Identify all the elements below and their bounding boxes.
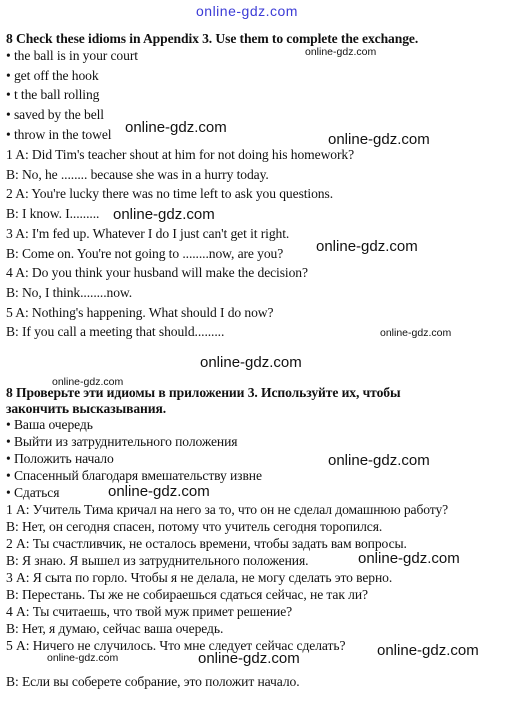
exchange-line: В: Нет, я думаю, сейчас ваша очередь. bbox=[6, 621, 224, 636]
exercise-heading-ru-cont: закончить высказывания. bbox=[6, 401, 167, 416]
exchange-line: 2 A: You're lucky there was no time left to ask you questions. bbox=[6, 186, 333, 201]
watermark: online-gdz.com bbox=[328, 452, 430, 469]
idiom-item: • Сдаться bbox=[6, 485, 60, 500]
idiom-item: • get off the hook bbox=[6, 68, 99, 83]
idiom-item: • saved by the bell bbox=[6, 107, 104, 122]
exchange-line: B: No, I think........now. bbox=[6, 285, 133, 300]
idiom-item: • the ball is in your court bbox=[6, 48, 138, 63]
watermark: online-gdz.com bbox=[377, 642, 479, 659]
exchange-line: 5 A: Nothing's happening. What should I do now? bbox=[6, 305, 274, 320]
exchange-line: В: Нет, он сегодня спасен, потому что учитель сегодня торопился. bbox=[6, 519, 383, 534]
exchange-line: 3 А: Я сыта по горло. Чтобы я не делала, не могу сделать это верно. bbox=[6, 570, 393, 585]
watermark: online-gdz.com bbox=[52, 376, 124, 388]
watermark: online-gdz.com bbox=[113, 206, 215, 223]
exchange-line: 3 A: I'm fed up. Whatever I do I just can't get it right. bbox=[6, 226, 290, 241]
watermark: online-gdz.com bbox=[380, 327, 452, 339]
exchange-line: 4 А: Ты считаешь, что твой муж примет решение? bbox=[6, 604, 293, 619]
exchange-line: В: Если вы соберете собрание, это положит начало. bbox=[6, 674, 300, 689]
watermark: online-gdz.com bbox=[47, 652, 119, 664]
exchange-line: 1 A: Did Tim's teacher shout at him for not doing his homework? bbox=[6, 147, 355, 162]
idiom-item: • throw in the towel bbox=[6, 127, 112, 142]
exchange-line: 5 А: Ничего не случилось. Что мне следует сейчас сделать? bbox=[6, 638, 346, 653]
exchange-line: 4 A: Do you think your husband will make the decision? bbox=[6, 265, 308, 280]
watermark: online-gdz.com bbox=[200, 354, 302, 371]
exchange-line: В: Я знаю. Я вышел из затруднительного положения. bbox=[6, 553, 309, 568]
watermark: online-gdz.com bbox=[305, 46, 377, 58]
exchange-line: B: If you call a meeting that should......... bbox=[6, 324, 225, 339]
idiom-item: • t the ball rolling bbox=[6, 87, 100, 102]
exchange-line: B: No, he ........ because she was in a hurry today. bbox=[6, 167, 269, 182]
watermark: online-gdz.com bbox=[198, 650, 300, 667]
exchange-line: 1 А: Учитель Тима кричал на него за то, что он не сделал домашнюю работу? bbox=[6, 502, 449, 517]
watermark: online-gdz.com bbox=[328, 131, 430, 148]
idiom-item: • Спасенный благодаря вмешательству извне bbox=[6, 468, 262, 483]
exercise-heading-ru: 8 Проверьте эти идиомы в приложении 3. Используйте их, чтобы bbox=[6, 385, 401, 400]
exchange-line: 2 А: Ты счастливчик, не осталось времени, чтобы задать вам вопросы. bbox=[6, 536, 407, 551]
idiom-item: • Положить начало bbox=[6, 451, 114, 466]
watermark: online-gdz.com bbox=[125, 119, 227, 136]
exchange-line: B: I know. I......... bbox=[6, 206, 100, 221]
exercise-heading-en: 8 Check these idioms in Appendix 3. Use them to complete the exchange. bbox=[6, 31, 419, 46]
exchange-line: В: Перестань. Ты же не собираешься сдаться сейчас, не так ли? bbox=[6, 587, 368, 602]
exchange-line: B: Come on. You're not going to ........now, are you? bbox=[6, 246, 284, 261]
watermark: online-gdz.com bbox=[316, 238, 418, 255]
watermark-top: online-gdz.com bbox=[196, 3, 298, 19]
watermark: online-gdz.com bbox=[108, 483, 210, 500]
idiom-item: • Ваша очередь bbox=[6, 417, 93, 432]
idiom-item: • Выйти из затруднительного положения bbox=[6, 434, 238, 449]
watermark: online-gdz.com bbox=[358, 550, 460, 567]
